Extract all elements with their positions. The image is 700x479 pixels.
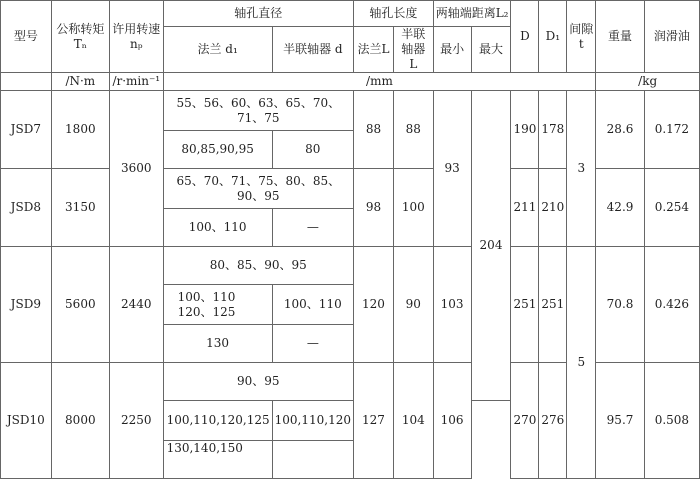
jsd9-D1: 251 <box>539 247 567 363</box>
unit-kg: /kg <box>596 73 700 91</box>
unit-blank <box>1 73 52 91</box>
jsd7-8-gap: 3 <box>567 91 596 247</box>
jsd10-half-d-c <box>272 441 353 479</box>
header-shaft-end-distance: 两轴端距离L₂ <box>433 1 511 27</box>
jsd9-oil: 0.426 <box>644 247 699 363</box>
jsd9-weight: 70.8 <box>596 247 644 363</box>
jsd9-model: JSD9 <box>1 247 52 363</box>
jsd9-half-d-c: — <box>272 325 353 363</box>
unit-torque: /N·m <box>51 73 109 91</box>
header-model: 型号 <box>1 1 52 73</box>
jsd10-speed: 2250 <box>109 363 163 479</box>
jsd10-flange-d1-c: 130,140,150 <box>163 441 272 479</box>
jsd9-flange-L: 120 <box>353 247 393 363</box>
header-gap: 间隙 t <box>567 1 596 73</box>
unit-speed: /r·min⁻¹ <box>109 73 163 91</box>
jsd9-D: 251 <box>511 247 539 363</box>
header-bore-length: 轴孔长度 <box>353 1 433 27</box>
jsd7-oil: 0.172 <box>644 91 699 169</box>
jsd8-half-d-b: — <box>272 209 353 247</box>
jsd10-weight: 95.7 <box>596 363 644 479</box>
jsd10-min: 106 <box>433 363 471 479</box>
jsd9-speed: 2440 <box>109 247 163 363</box>
jsd8-flange-d1-a: 65、70、71、75、80、85、90、95 <box>163 169 353 209</box>
jsd10-bore-a: 90、95 <box>163 363 353 401</box>
jsd7-flange-d1-a: 55、56、60、63、65、70、71、75 <box>163 91 353 131</box>
jsd7-flange-L: 88 <box>353 91 393 169</box>
jsd9-half-d-b: 100、110 <box>272 285 353 325</box>
jsd9-10-gap: 5 <box>567 247 596 479</box>
jsd8-weight: 42.9 <box>596 169 644 247</box>
jsd8-D1: 210 <box>539 169 567 247</box>
jsd10-half-d-b: 100,110,120 <box>272 401 353 441</box>
jsd9-flange-d1-b: 100、110 120、125 <box>163 285 272 325</box>
jsd10-D1: 276 <box>539 363 567 479</box>
jsd10-torque: 8000 <box>51 363 109 479</box>
header-weight: 重量 <box>596 1 644 73</box>
jsd10-oil: 0.508 <box>644 363 699 479</box>
jsd10-flange-d1-b: 100,110,120,125 <box>163 401 272 441</box>
jsd10-half-L: 104 <box>393 363 433 479</box>
jsd7-torque: 1800 <box>51 91 109 169</box>
header-speed: 许用转速 nₚ <box>109 1 163 73</box>
jsd8-flange-L: 98 <box>353 169 393 247</box>
jsd8-torque: 3150 <box>51 169 109 247</box>
jsd9-flange-d1-c: 130 <box>163 325 272 363</box>
jsd8-D: 211 <box>511 169 539 247</box>
jsd9-half-L: 90 <box>393 247 433 363</box>
jsd7-half-L: 88 <box>393 91 433 169</box>
jsd8-oil: 0.254 <box>644 169 699 247</box>
header-max: 最大 <box>471 27 511 73</box>
jsd8-flange-d1-b: 100、110 <box>163 209 272 247</box>
jsd7-flange-d1-b: 80,85,90,95 <box>163 131 272 169</box>
jsd10-flange-L: 127 <box>353 363 393 479</box>
jsd9-min: 103 <box>433 247 471 363</box>
jsd7-D: 190 <box>511 91 539 169</box>
jsd10-D: 270 <box>511 363 539 479</box>
jsd9-bore-a: 80、85、90、95 <box>163 247 353 285</box>
jsd8-model: JSD8 <box>1 169 52 247</box>
header-flange-d1: 法兰 d₁ <box>163 27 272 73</box>
jsd7-D1: 178 <box>539 91 567 169</box>
jsd9-torque: 5600 <box>51 247 109 363</box>
header-bore-diameter: 轴孔直径 <box>163 1 353 27</box>
header-min: 最小 <box>433 27 471 73</box>
jsd8-half-L: 100 <box>393 169 433 247</box>
header-half-coupling-L: 半联轴器 L <box>393 27 433 73</box>
header-torque: 公称转矩 Tₙ <box>51 1 109 73</box>
unit-mm: /mm <box>163 73 596 91</box>
header-D1: D₁ <box>539 1 567 73</box>
jsd7-8-speed: 3600 <box>109 91 163 247</box>
jsd7-model: JSD7 <box>1 91 52 169</box>
jsd7-weight: 28.6 <box>596 91 644 169</box>
header-D: D <box>511 1 539 73</box>
shared-max: 204 <box>471 91 511 401</box>
jsd10-model: JSD10 <box>1 363 52 479</box>
header-oil: 润滑油 <box>644 1 699 73</box>
jsd7-8-min: 93 <box>433 91 471 247</box>
header-half-coupling-d: 半联轴器 d <box>272 27 353 73</box>
header-flange-L: 法兰L <box>353 27 393 73</box>
jsd7-half-d-b: 80 <box>272 131 353 169</box>
